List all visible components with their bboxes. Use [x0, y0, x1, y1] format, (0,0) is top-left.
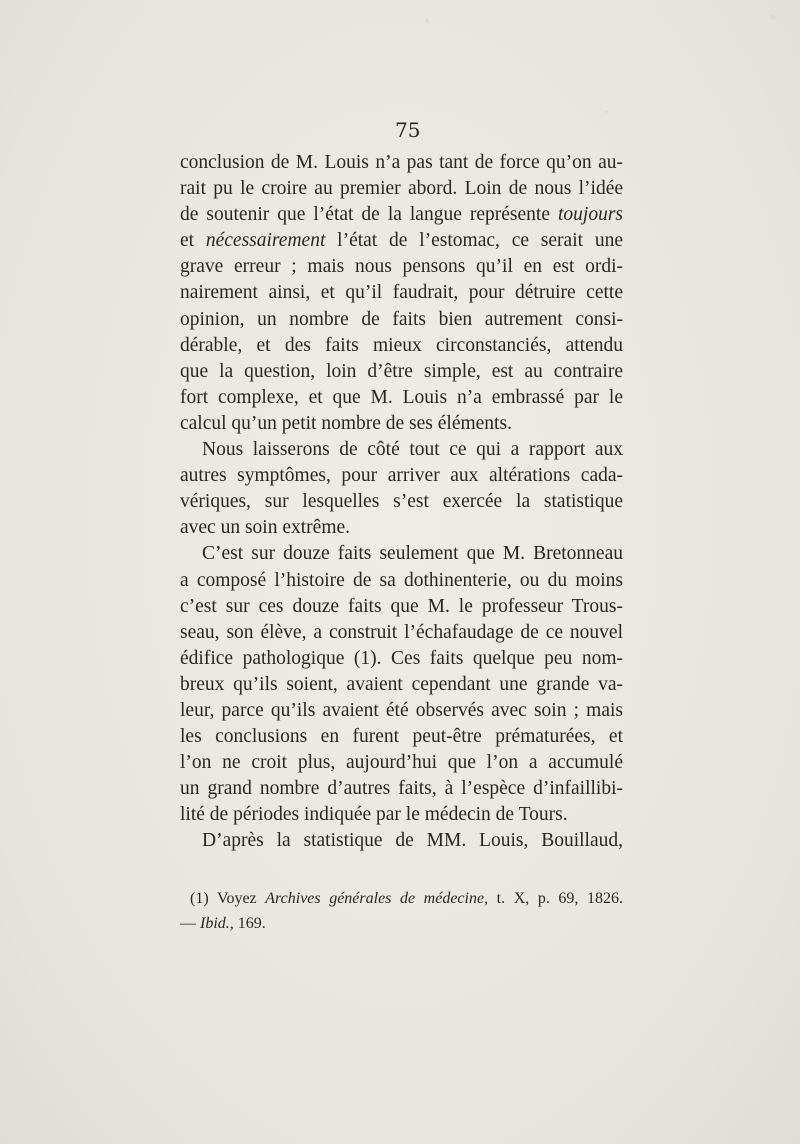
text-line: Nous laisserons de côté tout ce qui a rapport aux: [202, 439, 623, 461]
text-line: conclusion de M. Louis n’a pas tant de force qu’on au-: [180, 152, 623, 173]
paper-spot: [770, 14, 775, 20]
text-line: fort complexe, et que M. Louis n’a embrassé par le: [180, 386, 623, 408]
text-line: rait pu le croire au premier abord. Loin de nous l’idée: [180, 178, 623, 200]
paper-spot: [425, 18, 429, 23]
text-line: édifice pathologique (1). Ces faits quelque peu nom-: [180, 647, 623, 669]
footnote: (1) Voyez Archives générales de médecine, t. X, p. 69, 1826.: [190, 890, 624, 907]
text-line: seau, son élève, a construit l’échafaudage de ce nouvel: [180, 621, 623, 643]
text-line: grave erreur ; mais nous pensons qu’il en est ordi-: [180, 256, 623, 278]
text-line: D’après la statistique de MM. Louis, Bouillaud,: [202, 830, 623, 852]
emphasis: nécessairement: [205, 230, 326, 252]
text-line: a composé l’histoire de sa dothinenterie, ou du moins: [180, 569, 623, 591]
text-line: calcul qu’un petit nombre de ses éléments.: [180, 412, 512, 434]
text-line: l’on ne croit plus, aujourd’hui que l’on a accumulé: [180, 752, 623, 774]
body-text: [180, 150, 623, 855]
text-line: C’est sur douze faits seulement que M. Bretonneau: [202, 543, 623, 565]
text-line: c’est sur ces douze faits que M. le professeur Trous-: [180, 595, 623, 617]
footnotes: [180, 886, 623, 936]
text-line: que la question, loin d’être simple, est au contraire: [180, 360, 623, 382]
text-line: lité de périodes indiquée par le médecin de Tours.: [180, 804, 568, 826]
text-line: de soutenir que l’état de la langue représente toujours: [180, 204, 623, 226]
text-line: autres symptômes, pour arriver aux altérations cada-: [180, 465, 623, 487]
text-line: vériques, sur lesquelles s’est exercée la statistique: [180, 491, 623, 513]
emphasis: toujours: [557, 204, 623, 226]
text-line: les conclusions en furent peut-être prématurées, et: [180, 726, 623, 748]
paper-spot: [605, 110, 608, 113]
emphasis: Archives générales de médecine,: [265, 890, 489, 907]
text-line: nairement ainsi, et qu’il faudrait, pour détruire cette: [180, 282, 623, 304]
text-line: et nécessairement l’état de l’estomac, ce serait une: [180, 230, 623, 252]
text-line: leur, parce qu’ils avaient été observés avec soin ; mais: [180, 699, 623, 721]
text-line: avec un soin extrême.: [180, 517, 351, 539]
page-number: 75: [395, 118, 421, 142]
text-line: un grand nombre d’autres faits, à l’espèce d’infaillibi-: [180, 778, 623, 800]
text-line: dérable, et des faits mieux circonstanciés, attendu: [180, 334, 623, 356]
text-line: opinion, un nombre de faits bien autrement consi-: [180, 308, 623, 330]
emphasis: Ibid.,: [200, 915, 234, 932]
footnote: — Ibid., 169.: [180, 915, 266, 932]
text-line: breux qu’ils soient, avaient cependant une grande va-: [180, 673, 623, 695]
